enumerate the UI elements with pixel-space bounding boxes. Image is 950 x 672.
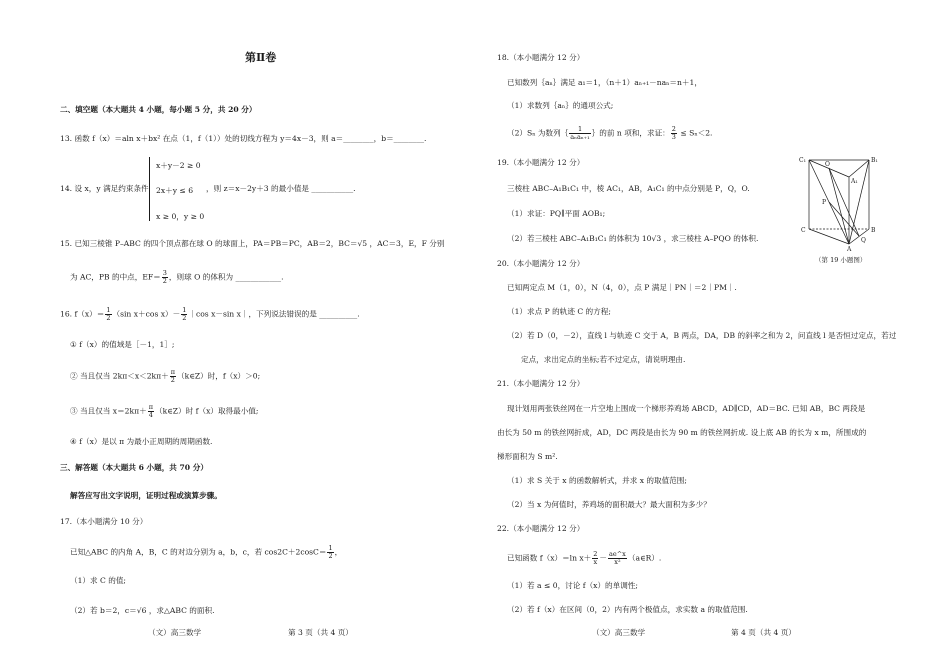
label-p: P bbox=[822, 199, 827, 206]
question-13: 13. 函数 f（x）＝aln x＋bx² 在点（1，f（1））处的切线方程为 y＝4x－3，则 a＝________，b＝________. bbox=[60, 134, 427, 143]
footer-subject: （文）高三数学 bbox=[148, 628, 202, 637]
answer-section-header: 三、解答题（本大题共 6 小题，共 70 分） bbox=[60, 463, 208, 472]
q19-part-2: （2）若三棱柱 ABC–A₁B₁C₁ 的体积为 10√3 ，求三棱柱 A–PQO 的体积. bbox=[507, 234, 759, 243]
constraint-3: x ≥ 0，y ≥ 0 bbox=[156, 212, 205, 221]
label-c1: C₁ bbox=[799, 157, 806, 164]
question-20-head: 20.（本小题满分 12 分） bbox=[497, 259, 585, 268]
q22-part-1: （1）若 a ≤ 0，讨论 f（x）的单调性; bbox=[507, 581, 638, 590]
q18-part-1: （1）求数列｛aₙ｝的通项公式; bbox=[507, 101, 614, 110]
q16-option-1: ① f（x）的值域是［－1，1］; bbox=[70, 340, 175, 349]
q16-half-1: $\frac{1}{2}$ bbox=[106, 306, 111, 322]
question-17-head: 17.（本小题满分 10 分） bbox=[60, 517, 148, 526]
q15-text-a: 为 AC，PB 的中点，EF＝ bbox=[70, 272, 161, 282]
q16-half-2: $\frac{1}{2}$ bbox=[182, 306, 187, 322]
question-18-head: 18.（本小题满分 12 分） bbox=[497, 53, 585, 62]
constraint-1: x＋y－2 ≥ 0 bbox=[156, 161, 201, 170]
question-14-lead: 14. 设 x，y 满足约束条件 bbox=[60, 184, 149, 193]
question-19-body: 三棱柱 ABC–A₁B₁C₁ 中，棱 AC₁，AB，A₁C₁ 的中点分别是 P，Q，O. bbox=[507, 184, 750, 193]
question-17-body: 已知△ABC 的内角 A，B，C 的对边分别为 a，b，c，若 cos2C＋2cosC＝ $\frac{1}{2}$ ， bbox=[70, 544, 343, 560]
label-q: Q bbox=[861, 237, 866, 244]
q22-part-2: （2）若 f（x）在区间（0，2）内有两个极值点，求实数 a 的取值范围. bbox=[507, 605, 748, 614]
constraint-brace bbox=[149, 157, 152, 221]
question-18-body: 已知数列｛aₙ｝满足 a₁＝1，（n＋1）aₙ₊₁－naₙ＝n＋1， bbox=[507, 78, 702, 87]
question-21-line-3: 梯形面积为 S m². bbox=[497, 452, 558, 461]
figure-caption: （第 19 小题图） bbox=[815, 256, 867, 264]
question-14-tail: ，则 z＝x－2y＋3 的最小值是 ___________. bbox=[206, 184, 356, 193]
question-20-body: 已知两定点 M（1，0），N（4，0），点 P 满足｜PN｜＝2｜PM｜. bbox=[507, 283, 737, 292]
question-19-head: 19.（本小题满分 12 分） bbox=[497, 158, 585, 167]
q21-part-1: （1）求 S 关于 x 的函数解析式，并求 x 的取值范围; bbox=[507, 476, 687, 485]
question-21-line-2: 由长为 50 m 的铁丝网折成，AD，DC 两段是由长为 90 m 的铁丝网折成. 设上底 AB 的长为 x m，所围成的 bbox=[497, 428, 867, 437]
question-21-head: 21.（本小题满分 12 分） bbox=[497, 379, 585, 388]
footer-subject: （文）高三数学 bbox=[592, 628, 646, 637]
q16-option-2: ② 当且仅当 2kπ＜x＜2kπ＋ $\frac{\pi}{2}$ （k∈Z）时，f（x）＞0; bbox=[70, 368, 261, 384]
label-b: B bbox=[871, 227, 876, 234]
footer-page: 第 4 页（共 4 页） bbox=[731, 628, 796, 637]
footer-page: 第 3 页（共 4 页） bbox=[288, 628, 353, 637]
q17-part-1: （1）求 C 的值; bbox=[70, 576, 126, 585]
q21-part-2: （2）当 x 为何值时，养鸡场的面积最大？最大面积为多少？ bbox=[507, 500, 711, 509]
q17-part-2: （2）若 b＝2，c＝√6 ，求△ABC 的面积. bbox=[70, 606, 215, 615]
question-16: 16. f（x）＝ $\frac{1}{2}$ （sin x＋cos x）－ $\frac{1}{2}$ ｜cos x－sin x｜，下列说法错误的是 __________. bbox=[60, 306, 360, 322]
constraint-2: 2x＋y ≤ 6 bbox=[156, 186, 194, 195]
q15-fraction: $\frac{3}{2}$ bbox=[162, 269, 167, 285]
question-22-head: 22.（本小题满分 12 分） bbox=[497, 524, 585, 533]
page-4 bbox=[497, 0, 897, 672]
answer-instruction: 解答应写出文字说明，证明过程或演算步骤。 bbox=[70, 491, 222, 500]
question-21-line-1: 现计划用两张铁丝网在一片空地上围成一个梯形养鸡场 ABCD，AD∥CD，AD＝BC. 已知 AB，BC 两段是 bbox=[507, 404, 866, 413]
question-22-body: 已知函数 f（x）＝ln x＋ $\frac{2}{x}$ － $\frac{ae\^{}x}{\text{x²}}$ （a∈R）. bbox=[507, 550, 662, 566]
q16-option-4: ④ f（x）是以 π 为最小正周期的周期函数. bbox=[70, 437, 213, 446]
q18-part-2: （2）Sₙ 为数列｛ $\frac{1}{\text{aₙaₙ₊₁}}$ ｝的前 n 项和，求证： $\frac{2}{3}$ ≤ Sₙ＜2. bbox=[507, 125, 713, 141]
question-15-line-2 bbox=[60, 270, 284, 285]
q20-part-2-line-1: （2）若 D（0，－2），直线 l 与轨迹 C 交于 A，B 两点，DA，DB 的斜率之和为 2，问直线 l 是否恒过定点，若过 bbox=[507, 331, 897, 340]
q19-part-1: （1）求证：PQ∥平面 AOB₁; bbox=[507, 209, 606, 218]
page-3 bbox=[60, 0, 460, 672]
q20-part-1: （1）求点 P 的轨迹 C 的方程; bbox=[507, 307, 611, 316]
label-o: O bbox=[825, 161, 830, 168]
q20-part-2-line-2: 定点，求出定点的坐标;若不过定点，请说明理由. bbox=[521, 355, 686, 364]
label-c: C bbox=[801, 227, 806, 234]
fill-section-header: 二、填空题（本大题共 4 小题，每小题 5 分，共 20 分） bbox=[60, 105, 257, 114]
prism-figure bbox=[799, 152, 879, 252]
label-b1: B₁ bbox=[871, 157, 878, 164]
label-a1: A₁ bbox=[851, 178, 858, 185]
q16-option-3: ③ 当且仅当 x＝2kπ＋ $\frac{\pi}{4}$ （k∈Z）时 f（x）取得最小值; bbox=[70, 403, 259, 419]
label-a: A bbox=[847, 246, 852, 252]
question-15-line-1: 15. 已知三棱锥 P–ABC 的四个顶点都在球 O 的球面上，PA＝PB＝PC，AB＝2，BC＝√5 ，AC＝3，E，F 分别 bbox=[60, 239, 445, 248]
section-title: 第Ⅱ卷 bbox=[245, 51, 277, 64]
q15-text-b: ，则球 O 的体积为 ____________. bbox=[168, 272, 284, 282]
